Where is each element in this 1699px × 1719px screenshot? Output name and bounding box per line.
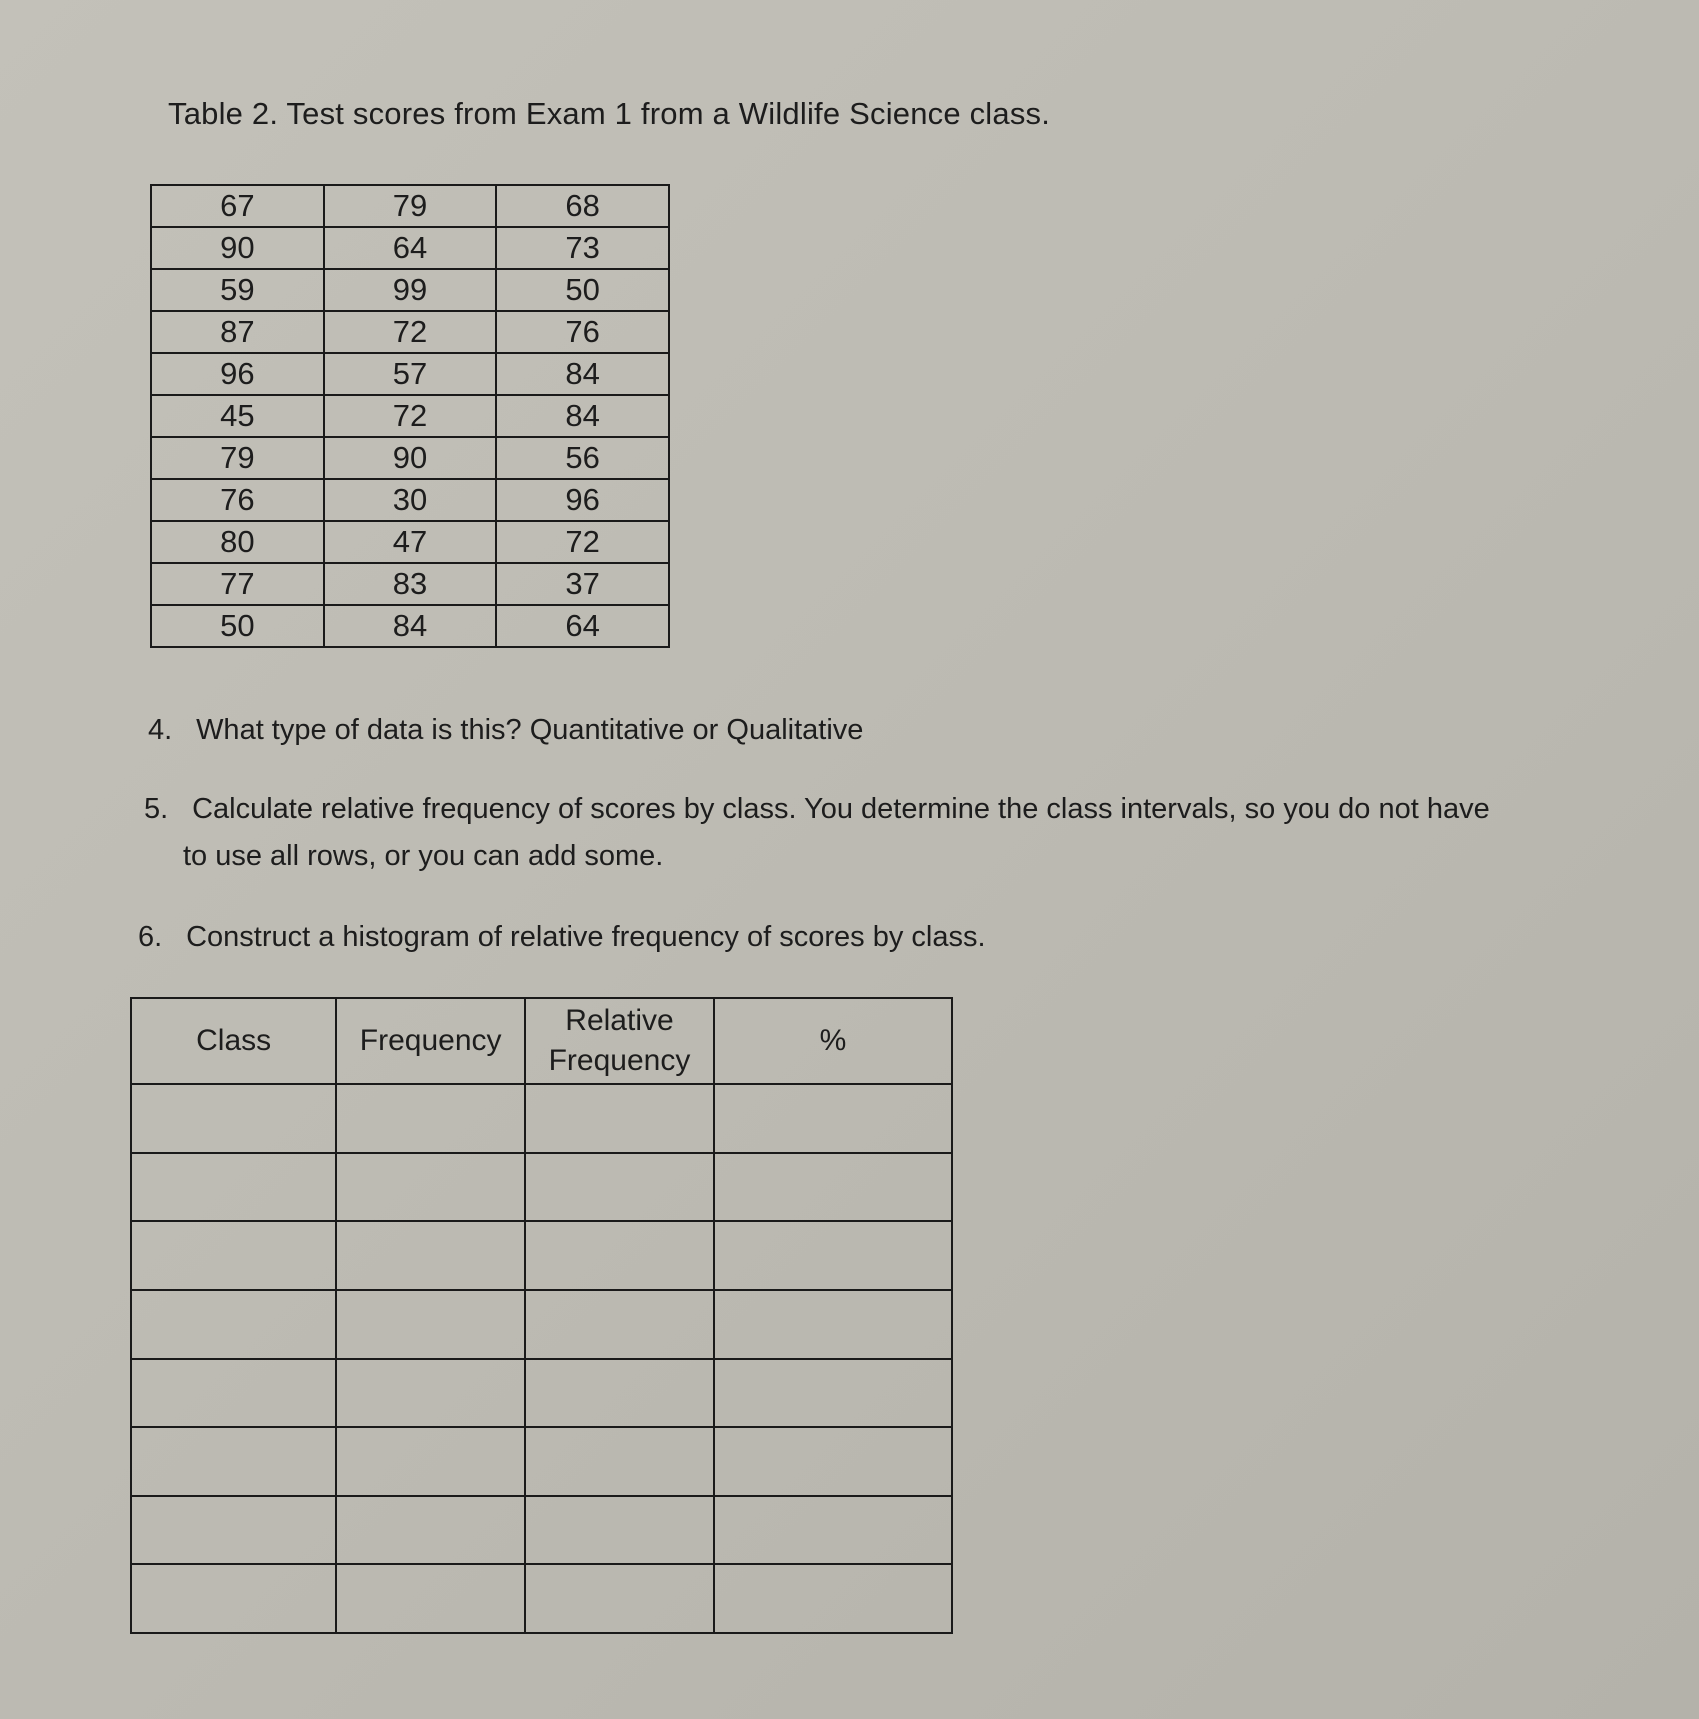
percent-cell[interactable] [714,1221,952,1290]
class-cell[interactable] [131,1427,336,1496]
question-6-number: 6. [138,921,163,953]
table-row [151,395,669,437]
score-cell: 37 [496,563,669,605]
score-cell: 84 [496,395,669,437]
percent-cell[interactable] [714,1564,952,1633]
header-class: Class [131,998,336,1084]
score-cell: 96 [151,353,324,395]
class-cell[interactable] [131,1359,336,1428]
score-cell: 56 [496,437,669,479]
score-cell: 80 [151,521,324,563]
relative-frequency-cell[interactable] [525,1084,714,1153]
score-cell: 83 [324,563,497,605]
percent-cell[interactable] [714,1084,952,1153]
score-cell: 50 [151,605,324,647]
percent-cell[interactable] [714,1153,952,1222]
frequency-header-row [131,998,952,1084]
percent-cell[interactable] [714,1290,952,1359]
class-cell[interactable] [131,1153,336,1222]
table-row [151,353,669,395]
table-row [131,1496,952,1565]
score-cell: 90 [324,437,497,479]
table-row [151,605,669,647]
question-5-text-line2: to use all rows, or you can add some. [183,840,664,872]
table-row [131,1290,952,1359]
scores-table [150,184,670,648]
table-row [151,521,669,563]
percent-cell[interactable] [714,1359,952,1428]
score-cell: 64 [496,605,669,647]
header-relative-line1: Relative [565,1004,674,1037]
table-row [131,1084,952,1153]
header-relative-line2: Frequency [548,1044,691,1077]
class-cell[interactable] [131,1290,336,1359]
score-cell: 76 [151,479,324,521]
score-cell: 87 [151,311,324,353]
score-cell: 64 [324,227,497,269]
score-cell: 90 [151,227,324,269]
table-caption: Table 2. Test scores from Exam 1 from a Wildlife Science class. [168,96,1051,131]
score-cell: 30 [324,479,497,521]
class-cell[interactable] [131,1221,336,1290]
table-row [151,269,669,311]
class-cell[interactable] [131,1084,336,1153]
table-row [131,1359,952,1428]
score-cell: 96 [496,479,669,521]
table-row [151,479,669,521]
score-cell: 73 [496,227,669,269]
header-percent: % [714,998,952,1084]
question-4 [148,707,863,754]
percent-cell[interactable] [714,1427,952,1496]
score-cell: 77 [151,563,324,605]
frequency-cell[interactable] [336,1153,525,1222]
score-cell: 79 [324,185,497,227]
percent-cell[interactable] [714,1496,952,1565]
score-cell: 67 [151,185,324,227]
score-cell: 59 [151,269,324,311]
frequency-cell[interactable] [336,1290,525,1359]
frequency-table [130,997,953,1634]
frequency-cell[interactable] [336,1084,525,1153]
class-cell[interactable] [131,1564,336,1633]
question-5 [144,786,1644,880]
question-5-number: 5. [144,793,169,825]
frequency-cell[interactable] [336,1359,525,1428]
frequency-cell[interactable] [336,1221,525,1290]
relative-frequency-cell[interactable] [525,1359,714,1428]
relative-frequency-cell[interactable] [525,1427,714,1496]
relative-frequency-cell[interactable] [525,1221,714,1290]
score-cell: 57 [324,353,497,395]
table-row [131,1564,952,1633]
table-row [151,563,669,605]
relative-frequency-cell[interactable] [525,1153,714,1222]
score-cell: 76 [496,311,669,353]
header-relative-frequency [525,998,714,1084]
relative-frequency-cell[interactable] [525,1290,714,1359]
score-cell: 99 [324,269,497,311]
table-row [151,437,669,479]
question-6-text: Construct a histogram of relative frequency of scores by class. [186,921,986,953]
frequency-cell[interactable] [336,1564,525,1633]
score-cell: 72 [496,521,669,563]
scores-table-body [151,185,669,647]
table-row [131,1153,952,1222]
class-cell[interactable] [131,1496,336,1565]
question-4-text: What type of data is this? Quantitative or Qualitative [196,714,864,746]
score-cell: 84 [496,353,669,395]
score-cell: 50 [496,269,669,311]
score-cell: 84 [324,605,497,647]
relative-frequency-cell[interactable] [525,1496,714,1565]
score-cell: 72 [324,395,497,437]
frequency-cell[interactable] [336,1427,525,1496]
frequency-table-header [131,998,952,1084]
score-cell: 68 [496,185,669,227]
table-row [151,185,669,227]
table-row [131,1427,952,1496]
score-cell: 45 [151,395,324,437]
question-5-text-line1: Calculate relative frequency of scores by class. You determine the class intervals, so you do not have [192,793,1490,825]
frequency-cell[interactable] [336,1496,525,1565]
table-row [151,311,669,353]
relative-frequency-cell[interactable] [525,1564,714,1633]
score-cell: 79 [151,437,324,479]
table-row [131,1221,952,1290]
question-4-number: 4. [148,714,173,746]
question-6 [138,914,986,961]
header-frequency: Frequency [336,998,525,1084]
score-cell: 72 [324,311,497,353]
frequency-table-body [131,1084,952,1633]
table-row [151,227,669,269]
score-cell: 47 [324,521,497,563]
